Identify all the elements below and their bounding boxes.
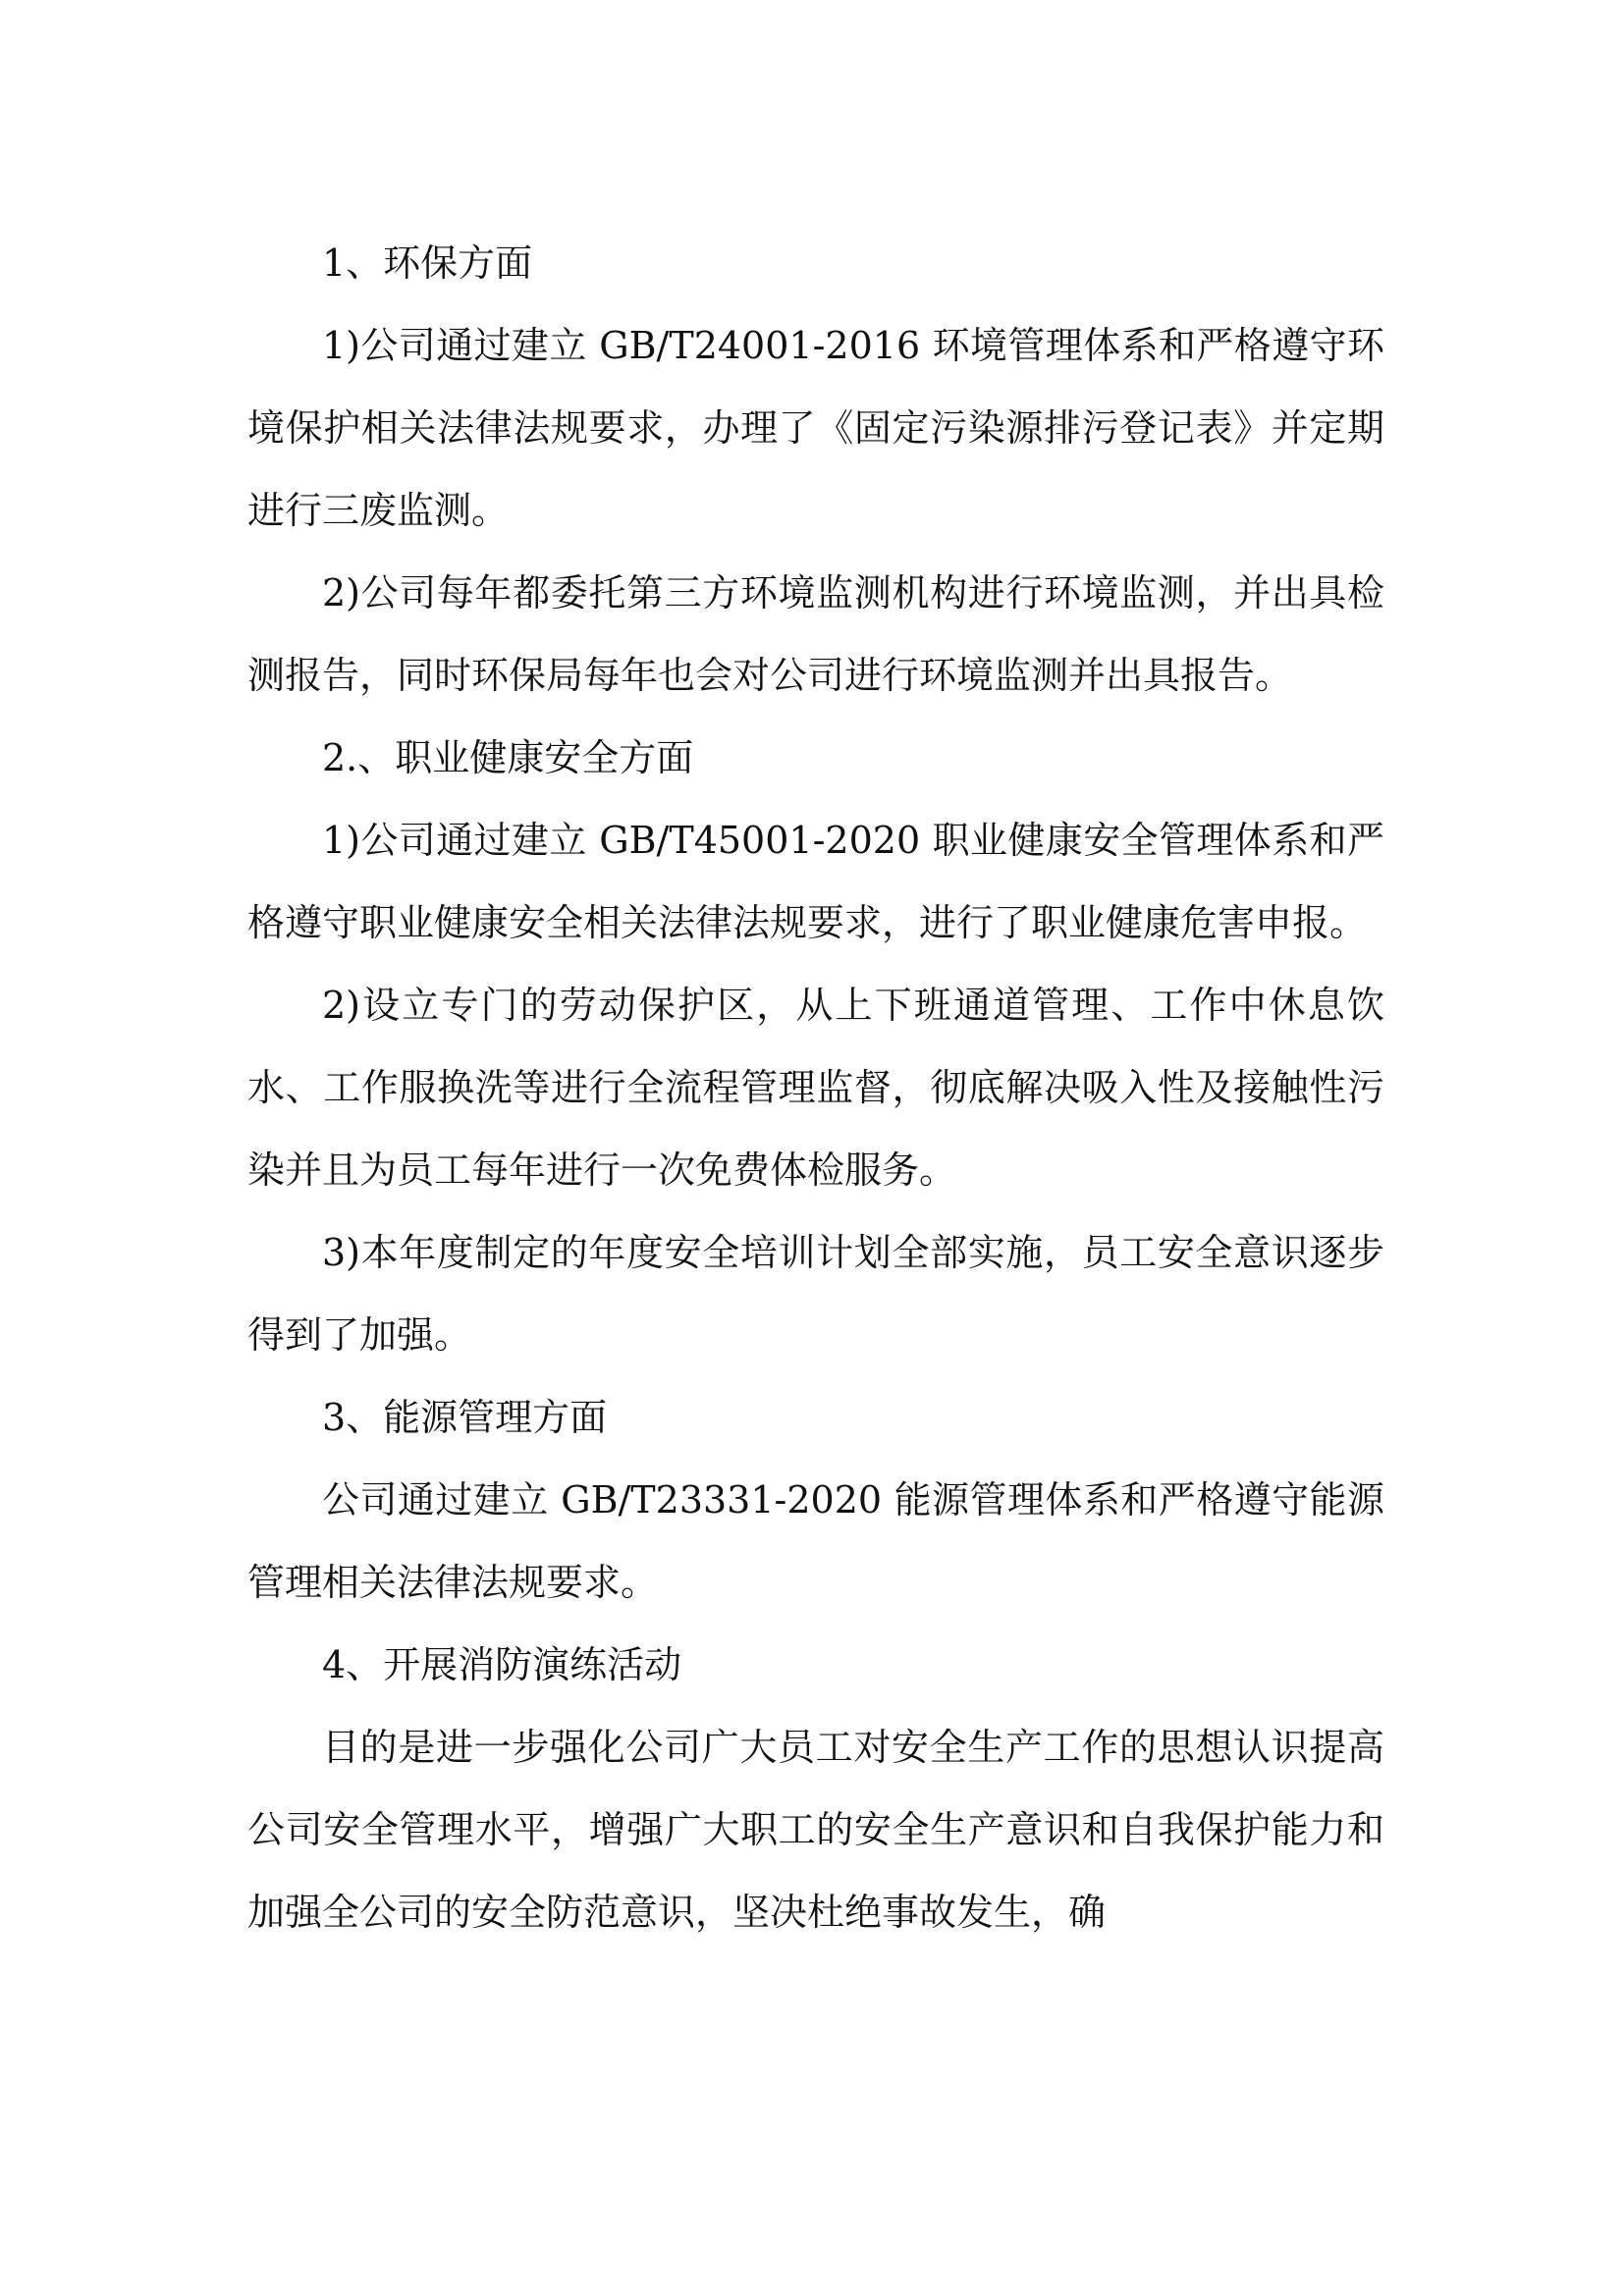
section-heading-energy: 3、能源管理方面 xyxy=(322,1396,608,1439)
section-heading-environment: 1、环保方面 xyxy=(322,241,533,285)
paragraph-ohs-system: 1)公司通过建立 GB/T45001-2020 职业健康安全管理体系和严格遵守职业健康安全相关法律法规要求，进行了职业健康危害申报。 xyxy=(247,819,1384,944)
paragraph-labor-protection: 2)设立专门的劳动保护区，从上下班通道管理、工作中休息饮水、工作服换洗等进行全流程管理监督，彻底解决吸入性及接触性污染并且为员工每年进行一次免费体检服务。 xyxy=(247,984,1384,1192)
paragraph-fire-drill-purpose: 目的是进一步强化公司广大员工对安全生产工作的思想认识提高公司安全管理水平，增强广大职工的安全生产意识和自我保护能力和加强全公司的安全防范意识，坚决杜绝事故发生，确 xyxy=(247,1726,1384,1934)
document-body xyxy=(247,222,1384,1953)
paragraph-safety-training: 3)本年度制定的年度安全培训计划全部实施，员工安全意识逐步得到了加强。 xyxy=(247,1231,1384,1357)
section-heading-occupational-health: 2.、职业健康安全方面 xyxy=(322,736,694,779)
paragraph-env-system: 1)公司通过建立 GB/T24001-2016 环境管理体系和严格遵守环境保护相关法律法规要求，办理了《固定污染源排污登记表》并定期进行三废监测。 xyxy=(247,324,1384,532)
paragraph-energy-system: 公司通过建立 GB/T23331-2020 能源管理体系和严格遵守能源管理相关法律法规要求。 xyxy=(247,1478,1384,1604)
section-heading-fire-drill: 4、开展消防演练活动 xyxy=(322,1643,682,1686)
paragraph-env-monitoring: 2)公司每年都委托第三方环境监测机构进行环境监测，并出具检测报告，同时环保局每年也会对公司进行环境监测并出具报告。 xyxy=(247,571,1384,697)
